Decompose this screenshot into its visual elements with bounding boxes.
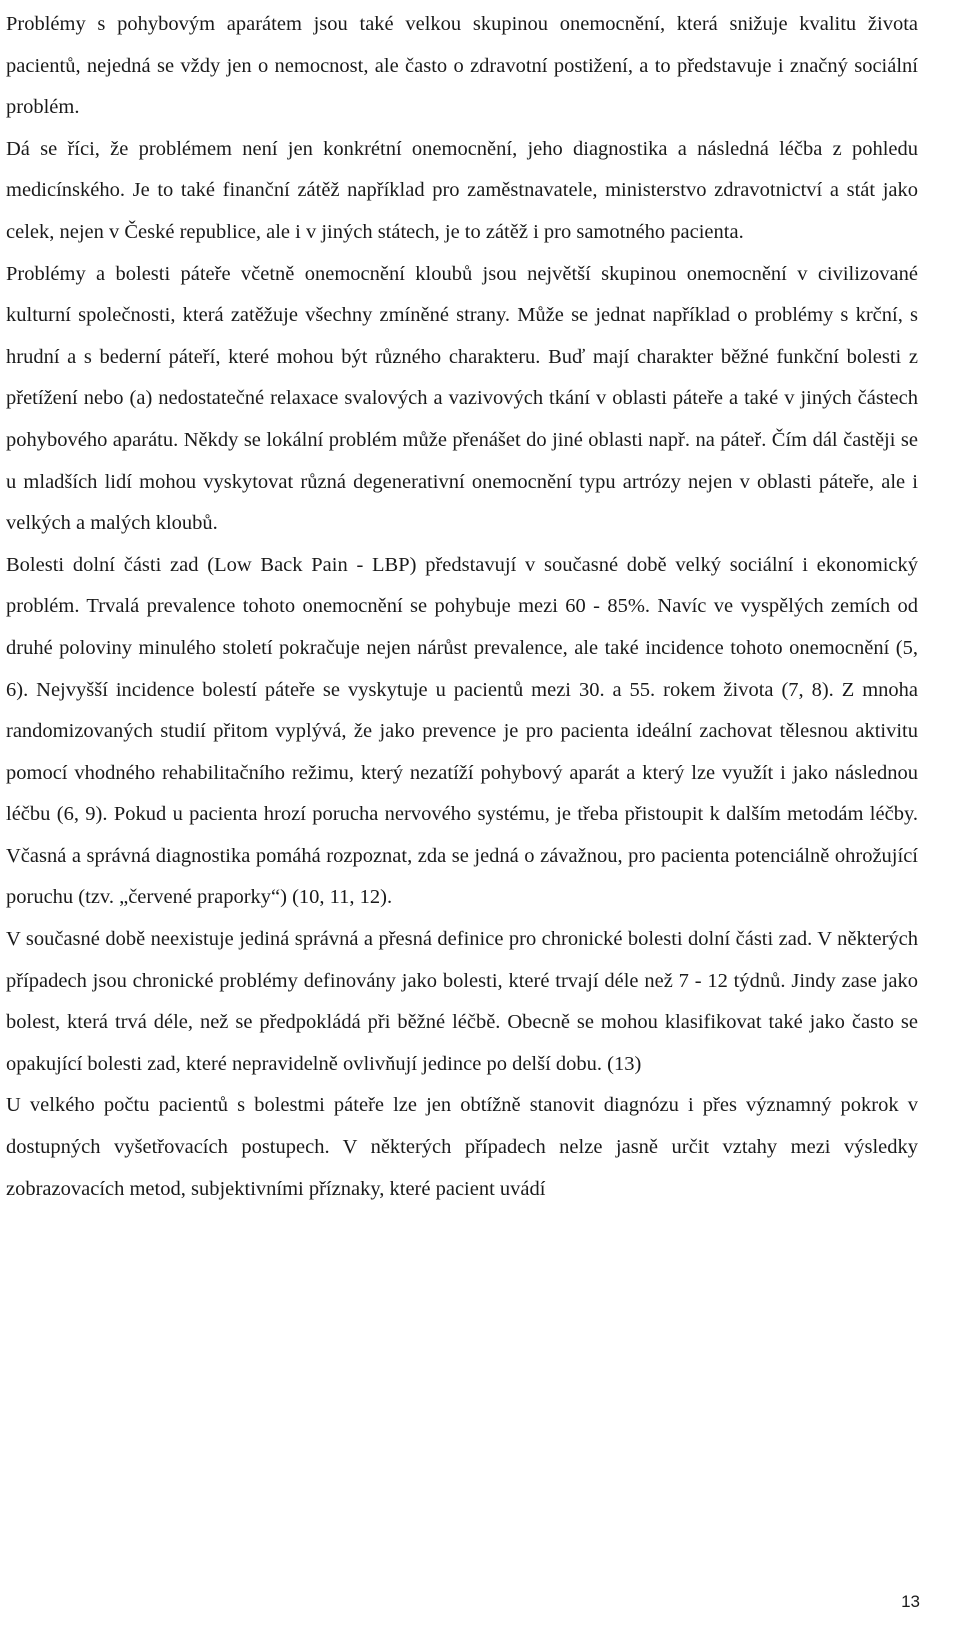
paragraph: Problémy a bolesti páteře včetně onemocnění kloubů jsou největší skupinou onemocnění v civilizované kulturní společnosti, která zatěžuje všechny zmíněné strany. Může se jednat například o problémy s krční, s hrudní a s bederní páteří, které mohou být různého charakteru. Buď mají charakter běžné funkční bolesti z přetížení nebo (a) nedostatečné relaxace svalových a vazivových tkání v oblasti páteře a také v jiných částech pohybového aparátu. Někdy se lokální problém může přenášet do jiné oblasti např. na páteř. Čím dál častěji se u mladších lidí mohou vyskytovat různá degenerativní onemocnění typu artrózy nejen v oblasti páteře, ale i velkých a malých kloubů.: [6, 262, 918, 535]
paragraph: Problémy s pohybovým aparátem jsou také velkou skupinou onemocnění, která snižuje kvalitu života pacientů, nejedná se vždy jen o nemocnost, ale často o zdravotní postižení, a to představuje i značný sociální problém.: [6, 13, 918, 119]
page-number: 13: [901, 1592, 920, 1611]
paragraph: Dá se říci, že problémem není jen konkrétní onemocnění, jeho diagnostika a následná léčba z pohledu medicínského. Je to také finanční zátěž například pro zaměstnavatele, ministerstvo zdravotnictví a stát jako celek, nejen v České republice, ale i v jiných státech, je to zátěž i pro samotného pacienta.: [6, 137, 918, 243]
paragraph: U velkého počtu pacientů s bolestmi páteře lze jen obtížně stanovit diagnózu i přes významný pokrok v dostupných vyšetřovacích postupech. V některých případech nelze jasně určit vztahy mezi výsledky zobrazovacích metod, subjektivními příznaky, které pacient uvádí: [6, 1094, 918, 1200]
paragraph: Bolesti dolní části zad (Low Back Pain - LBP) představují v současné době velký sociální i ekonomický problém. Trvalá prevalence tohoto onemocnění se pohybuje mezi 60 - 85%. Navíc ve vyspělých zemích od druhé poloviny minulého století pokračuje nejen nárůst prevalence, ale také incidence tohoto onemocnění (5, 6). Nejvyšší incidence bolestí páteře se vyskytuje u pacientů mezi 30. a 55. rokem života (7, 8). Z mnoha randomizovaných studií přitom vyplývá, že jako prevence je pro pacienta ideální zachovat tělesnou aktivitu pomocí vhodného rehabilitačního režimu, který nezatíží pohybový aparát a který lze využít i jako následnou léčbu (6, 9). Pokud u pacienta hrozí porucha nervového systému, je třeba přistoupit k dalším metodám léčby. Včasná a správná diagnostika pomáhá rozpoznat, zda se jedná o závažnou, pro pacienta potenciálně ohrožující poruchu (tzv. „červené praporky“) (10, 11, 12).: [6, 553, 918, 909]
paragraph: V současné době neexistuje jediná správná a přesná definice pro chronické bolesti dolní části zad. V některých případech jsou chronické problémy definovány jako bolesti, které trvají déle než 7 - 12 týdnů. Jindy zase jako bolest, která trvá déle, než se předpokládá při běžné léčbě. Obecně se mohou klasifikovat také jako často se opakující bolesti zad, které nepravidelně ovlivňují jedince po delší dobu. (13): [6, 928, 918, 1075]
document-body: [6, 4, 918, 1210]
